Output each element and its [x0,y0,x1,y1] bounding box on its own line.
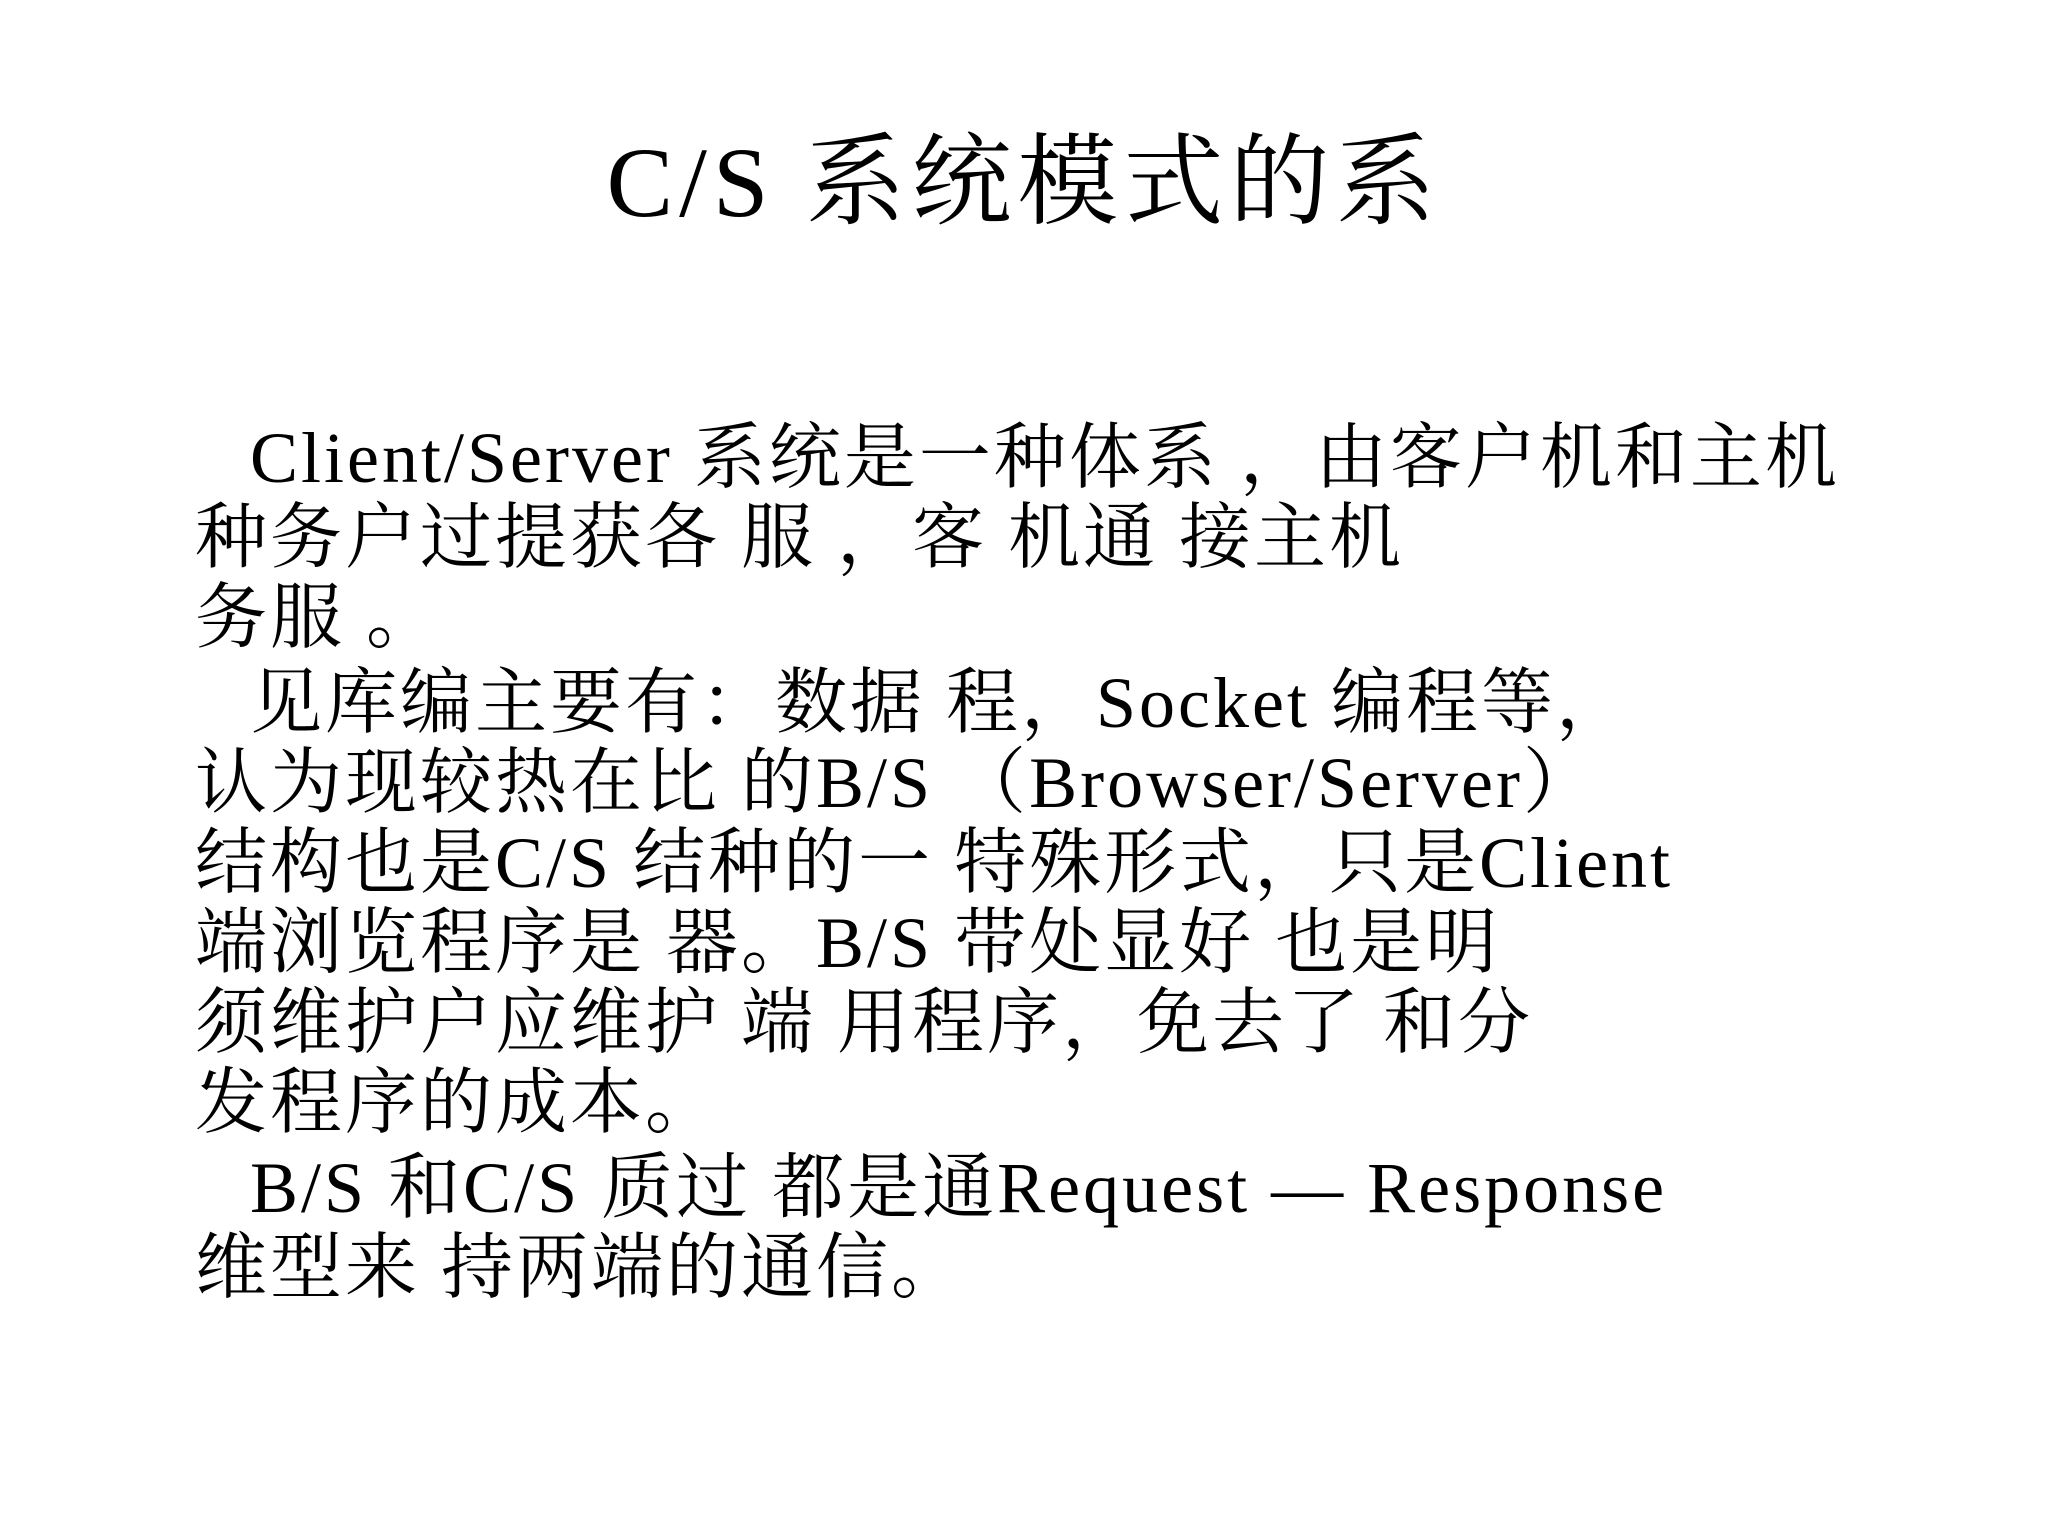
paragraph-3-line-1: B/S 和C/S 质过 都是通Request — Response [250,1148,1668,1228]
paragraph-2-line-2: 认为现较热在比 的B/S （Browser/Server） [195,743,1598,823]
paragraph-2-line-1: 见库编主要有：数据 程，Socket 编程等， [250,663,1631,743]
paragraph-3-line-2: 维型来 持两端的通信。 [195,1228,967,1308]
paragraph-2-line-6: 发程序的成本。 [195,1063,721,1143]
paragraph-2-line-3: 结构也是C/S 结种的一 特殊形式，只是Client [195,823,1674,903]
paragraph-2-line-5: 须维护户应维护 端 用程序，免去了 和分 [195,983,1534,1063]
paragraph-1-line-3: 务服 。 [195,578,442,658]
paragraph-1-line-1: Client/Server 系统是一种体系 ，由客户机和主机 [250,418,1840,498]
paragraph-1-line-2: 种务户过提获各 服 ，客 机通 接主机 [195,498,1405,578]
slide-title: C/S 系统模式的系 [606,127,1442,238]
paragraph-2-line-4: 端浏览程序是 器。B/S 带处显好 也是明 [195,903,1501,983]
